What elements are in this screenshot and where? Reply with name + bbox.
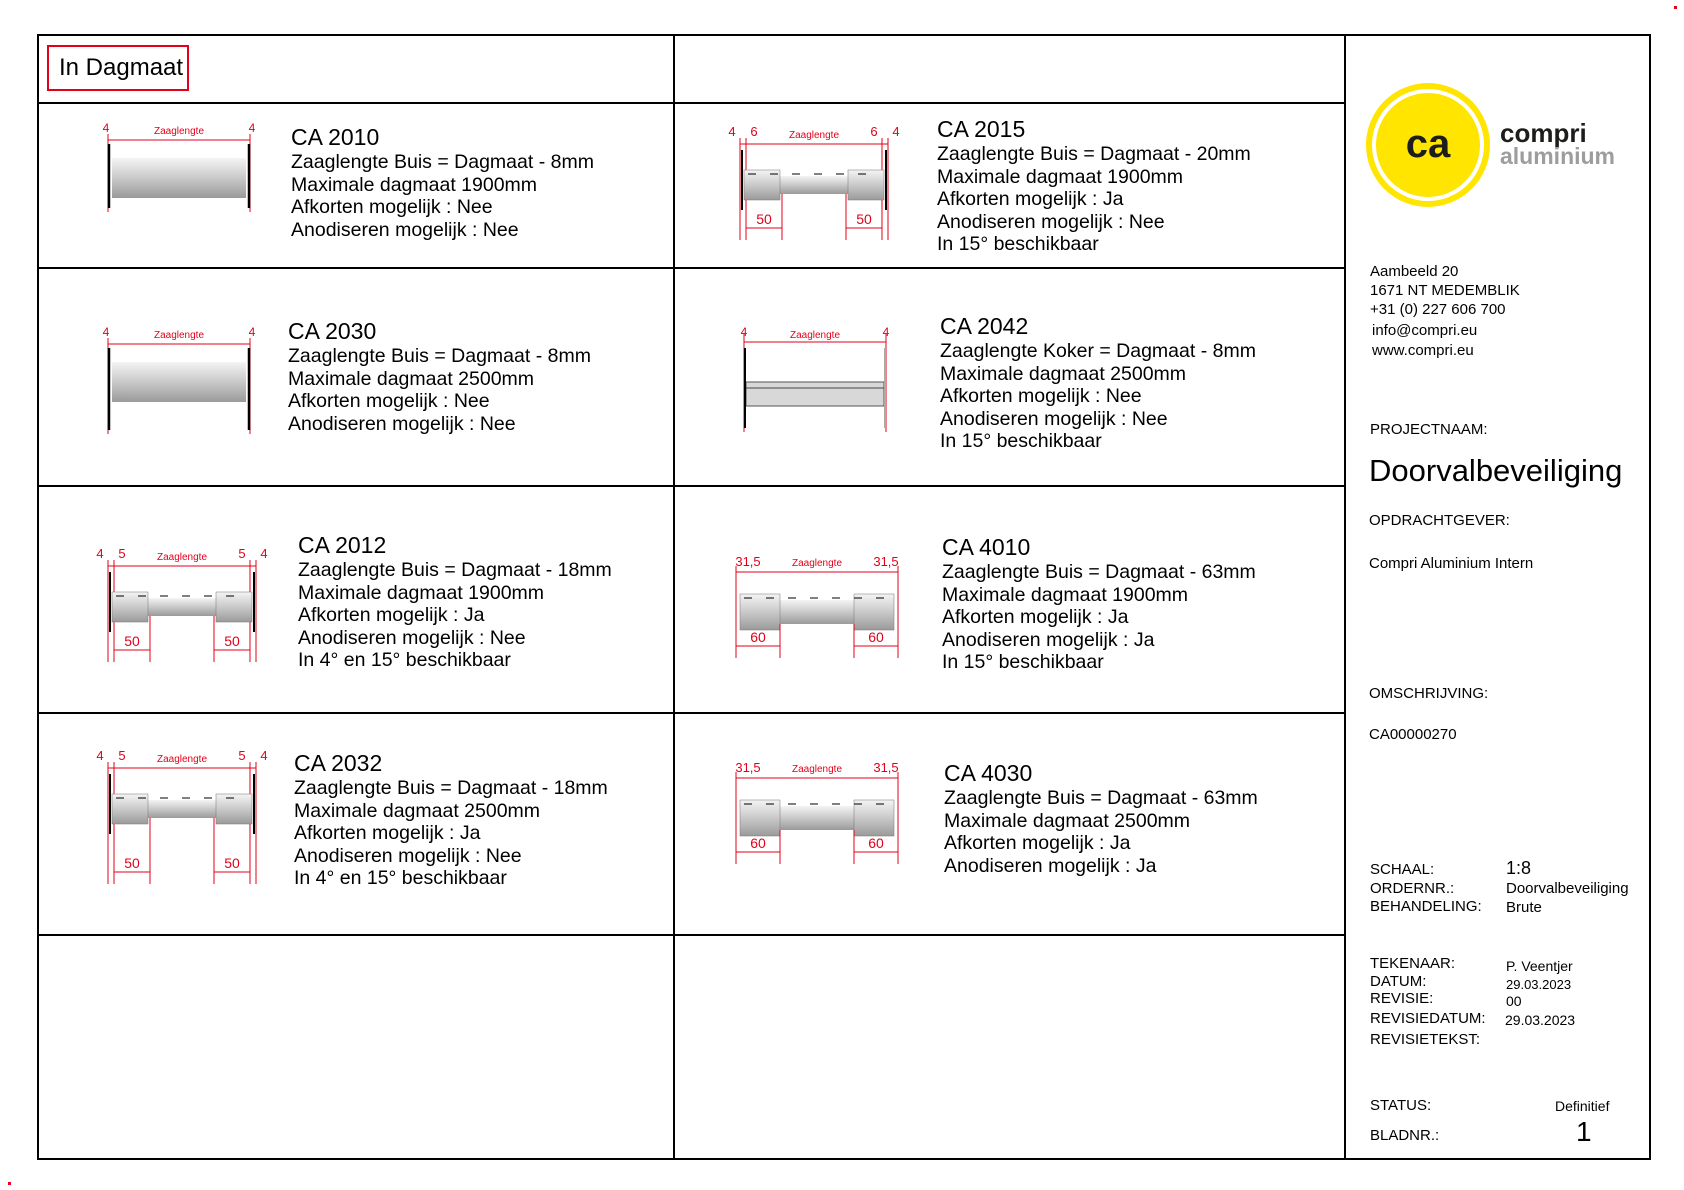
product-code: CA 2015: [937, 116, 1026, 142]
product-ca2012: [298, 532, 612, 672]
dimension-label: Zaaglengte: [156, 552, 208, 563]
dimension-right: 31,5: [873, 554, 899, 569]
project-name-label: PROJECTNAAM:: [1370, 421, 1488, 438]
sheet-value: 1: [1576, 1116, 1592, 1147]
product-spec: Zaaglengte Buis = Dagmaat - 20mm: [937, 143, 1251, 165]
profile-drawing: [730, 320, 900, 438]
drawer-value: P. Veentjer: [1506, 958, 1573, 974]
dimension-right-2: 5: [238, 748, 246, 763]
dimension-right-2: 6: [870, 124, 878, 139]
revision-date-value: 29.03.2023: [1505, 1012, 1576, 1028]
profile-drawing: [720, 118, 910, 248]
product-spec: Maximale dagmaat 1900mm: [937, 165, 1184, 188]
product-spec: Afkorten mogelijk : Ja: [294, 822, 481, 844]
dimension-left: 4: [728, 124, 736, 139]
profile-drawing: [88, 540, 278, 670]
product-ca2015: [937, 116, 1251, 256]
product-spec: Anodiseren mogelijk : Nee: [937, 210, 1165, 233]
scale-label: SCHAAL:: [1370, 861, 1435, 878]
dimension-left: 4: [102, 325, 110, 339]
treatment-label: BEHANDELING:: [1370, 898, 1482, 915]
project-name: Doorvalbeveiliging: [1369, 453, 1623, 488]
tube-body: [112, 362, 246, 402]
product-code: CA 4030: [944, 760, 1033, 786]
product-spec: Zaaglengte Buis = Dagmaat - 8mm: [288, 345, 591, 367]
product-ca2042: [940, 313, 1256, 453]
dimension-label: Zaaglengte: [788, 130, 840, 141]
dimension-left: 4: [96, 546, 104, 561]
product-spec: Afkorten mogelijk : Nee: [288, 390, 490, 412]
profile-drawing: [88, 322, 268, 440]
product-spec: In 4° en 15° beschikbaar: [298, 649, 511, 671]
insert-left: [740, 594, 780, 630]
product-code: CA 2030: [288, 318, 377, 344]
koker-body: [746, 382, 884, 406]
product-code: CA 2010: [291, 124, 380, 150]
product-spec: Anodiseren mogelijk : Nee: [298, 626, 526, 649]
product-code: CA 2012: [298, 532, 387, 558]
product-spec: Zaaglengte Buis = Dagmaat - 63mm: [942, 561, 1256, 583]
product-spec: Afkorten mogelijk : Ja: [937, 188, 1124, 210]
logo-name-bottom: aluminium: [1500, 143, 1616, 169]
profile-drawing: [728, 754, 908, 872]
client-value: Compri Aluminium Intern: [1369, 555, 1534, 572]
dimension-right: 4: [260, 748, 268, 763]
dimension-right: 4: [248, 121, 256, 135]
insert-left: [740, 800, 780, 836]
product-spec: Maximale dagmaat 1900mm: [291, 173, 538, 196]
dimension-bottom-right: 50: [856, 211, 872, 227]
dimension-right: 4: [260, 546, 268, 561]
product-ca2032: [294, 750, 608, 890]
dimension-bottom-left: 60: [750, 835, 766, 851]
tube-body: [112, 158, 246, 198]
product-spec: Anodiseren mogelijk : Nee: [940, 407, 1168, 430]
description-value: CA00000270: [1369, 726, 1457, 743]
product-spec: Zaaglengte Buis = Dagmaat - 18mm: [294, 777, 608, 799]
address-street: Aambeeld 20: [1370, 263, 1459, 280]
product-spec: Maximale dagmaat 1900mm: [942, 583, 1189, 606]
corner-mark: [8, 1182, 11, 1185]
product-spec: Maximale dagmaat 2500mm: [294, 799, 541, 822]
insert-right: [854, 800, 894, 836]
dimension-label: Zaaglengte: [153, 126, 205, 137]
dimension-bottom-left: 50: [124, 855, 140, 871]
status-value: Definitief: [1555, 1098, 1610, 1114]
product-spec: Zaaglengte Buis = Dagmaat - 63mm: [944, 787, 1258, 809]
revision-label: REVISIE:: [1370, 990, 1434, 1007]
dimension-left-2: 6: [750, 124, 758, 139]
dimension-bottom-right: 60: [868, 629, 884, 645]
dimension-left: 31,5: [735, 554, 761, 569]
product-spec: Maximale dagmaat 2500mm: [944, 809, 1191, 832]
dimension-label: Zaaglengte: [153, 330, 205, 341]
grid-divider-v2: [1344, 34, 1346, 1160]
product-spec: In 15° beschikbaar: [942, 651, 1104, 673]
dimension-bottom-left: 60: [750, 629, 766, 645]
profile-drawing: [728, 548, 908, 666]
product-code: CA 2042: [940, 313, 1029, 339]
grid-divider-h1: [37, 102, 1345, 104]
product-code: CA 2032: [294, 750, 383, 776]
dimension-bottom-left: 50: [124, 633, 140, 649]
product-spec: Afkorten mogelijk : Ja: [298, 604, 485, 626]
grid-divider-h4: [37, 712, 1345, 714]
product-ca2030: [288, 318, 591, 435]
compri-logo: [1360, 80, 1640, 210]
insert-right: [854, 594, 894, 630]
scale-value: 1:8: [1506, 858, 1532, 878]
page-title: In Dagmaat: [47, 45, 189, 91]
dimension-label: Zaaglengte: [791, 558, 843, 569]
address-city: 1671 NT MEDEMBLIK: [1370, 282, 1520, 299]
dimension-bottom-right: 60: [868, 835, 884, 851]
dimension-bottom-left: 50: [756, 211, 772, 227]
dimension-right: 31,5: [873, 760, 899, 775]
dimension-left-2: 5: [118, 546, 126, 561]
product-ca4030: [944, 760, 1258, 877]
address-website[interactable]: www.compri.eu: [1372, 342, 1474, 359]
dimension-right-2: 5: [238, 546, 246, 561]
product-ca2010: [291, 124, 594, 241]
product-code: CA 4010: [942, 534, 1031, 560]
client-label: OPDRACHTGEVER:: [1369, 512, 1510, 529]
product-spec: Afkorten mogelijk : Ja: [942, 606, 1129, 628]
grid-divider-h5: [37, 934, 1345, 936]
dimension-label: Zaaglengte: [791, 764, 843, 775]
product-spec: Anodiseren mogelijk : Nee: [291, 218, 519, 241]
date-value: 29.03.2023: [1506, 977, 1572, 992]
product-spec: Anodiseren mogelijk : Nee: [294, 844, 522, 867]
dimension-left-2: 5: [118, 748, 126, 763]
status-label: STATUS:: [1370, 1097, 1432, 1114]
logo-name-top: compri: [1500, 118, 1587, 148]
description-label: OMSCHRIJVING:: [1369, 685, 1489, 702]
treatment-value: Brute: [1506, 899, 1542, 916]
dimension-left: 31,5: [735, 760, 761, 775]
product-spec: Anodiseren mogelijk : Ja: [944, 854, 1157, 877]
product-spec: Afkorten mogelijk : Ja: [944, 832, 1131, 854]
date-label: DATUM:: [1370, 973, 1427, 990]
dimension-bottom-right: 50: [224, 633, 240, 649]
order-value: Doorvalbeveiliging: [1506, 880, 1629, 897]
corner-mark: [1674, 6, 1677, 9]
product-spec: Maximale dagmaat 2500mm: [288, 367, 535, 390]
dimension-label: Zaaglengte: [156, 754, 208, 765]
product-spec: Afkorten mogelijk : Nee: [291, 196, 493, 218]
product-spec: In 15° beschikbaar: [940, 430, 1102, 452]
profile-drawing: [88, 118, 268, 218]
order-label: ORDERNR.:: [1370, 880, 1455, 897]
address-email[interactable]: info@compri.eu: [1372, 322, 1478, 339]
address-phone: +31 (0) 227 606 700: [1370, 301, 1506, 318]
revision-date-label: REVISIEDATUM:: [1370, 1010, 1486, 1027]
dimension-left: 4: [96, 748, 104, 763]
dimension-right: 4: [892, 124, 900, 139]
logo-mark: ca: [1405, 122, 1451, 166]
drawer-label: TEKENAAR:: [1370, 955, 1456, 972]
dimension-bottom-right: 50: [224, 855, 240, 871]
product-spec: Maximale dagmaat 1900mm: [298, 581, 545, 604]
product-spec: Zaaglengte Buis = Dagmaat - 18mm: [298, 559, 612, 581]
grid-divider-h3: [37, 485, 1345, 487]
dimension-label: Zaaglengte: [789, 330, 841, 341]
profile-drawing: [88, 742, 278, 892]
product-spec: Anodiseren mogelijk : Ja: [942, 628, 1155, 651]
product-spec: Anodiseren mogelijk : Nee: [288, 412, 516, 435]
product-spec: In 15° beschikbaar: [937, 233, 1099, 255]
revision-text-label: REVISIETEKST:: [1370, 1031, 1481, 1048]
dimension-left: 4: [102, 121, 110, 135]
dimension-right: 4: [882, 325, 890, 339]
product-spec: In 4° en 15° beschikbaar: [294, 867, 507, 889]
grid-divider-h2: [37, 267, 1345, 269]
sheet-label: BLADNR.:: [1370, 1127, 1440, 1144]
product-ca4010: [942, 534, 1256, 674]
product-spec: Afkorten mogelijk : Nee: [940, 385, 1142, 407]
product-spec: Zaaglengte Koker = Dagmaat - 8mm: [940, 340, 1256, 362]
dimension-right: 4: [248, 325, 256, 339]
product-spec: Zaaglengte Buis = Dagmaat - 8mm: [291, 151, 594, 173]
grid-divider-v1: [673, 34, 675, 1160]
product-spec: Maximale dagmaat 2500mm: [940, 362, 1187, 385]
dimension-left: 4: [740, 325, 748, 339]
revision-value: 00: [1506, 993, 1522, 1009]
